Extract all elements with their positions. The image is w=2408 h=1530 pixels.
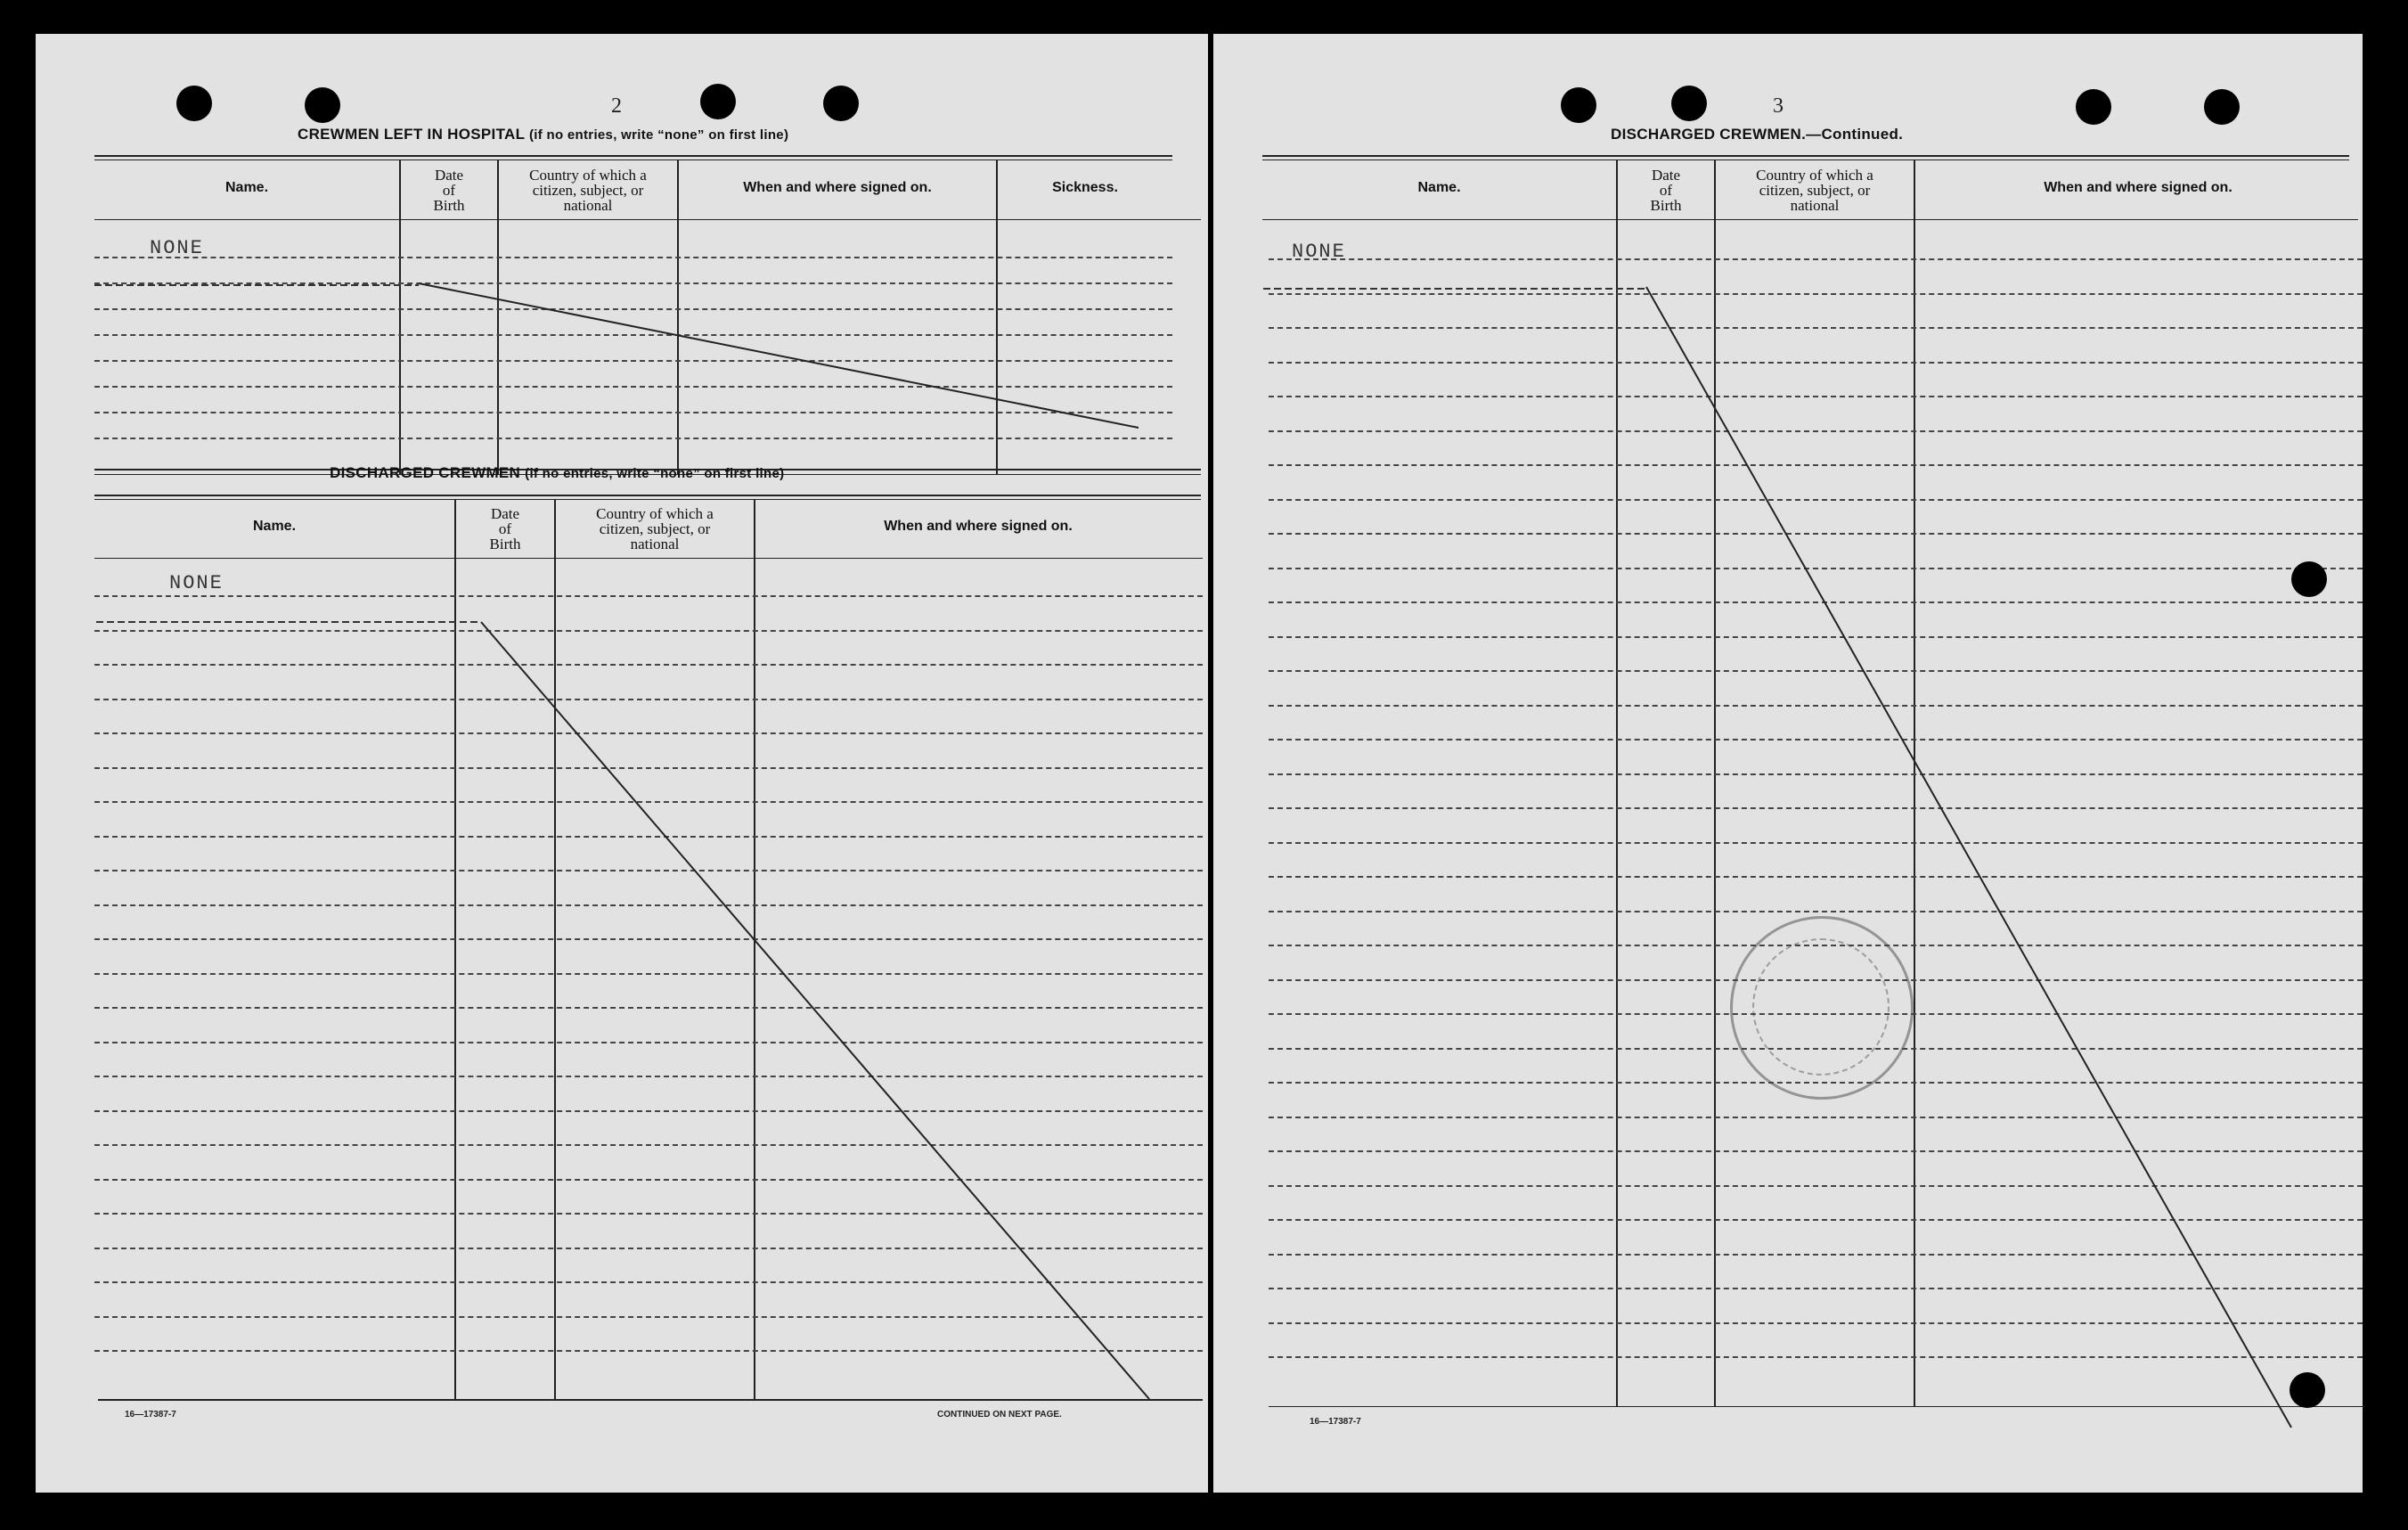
hospital-heading-title: CREWMEN LEFT IN HOSPITAL [298, 126, 525, 143]
column-header: Sickness. [1052, 180, 1118, 195]
column-header: When and where signed on. [743, 180, 932, 195]
discharged-heading-title: DISCHARGED CREWMEN [330, 464, 521, 481]
hospital-heading-note: (if no entries, write “none” on first line) [528, 127, 789, 143]
column-header: When and where signed on. [2044, 180, 2233, 195]
column-header: Country of which a citizen, subject, or national [529, 167, 647, 214]
page-number: 3 [1773, 94, 1784, 118]
column-header: Country of which a citizen, subject, or national [1756, 167, 1873, 214]
column-header: Name. [1417, 180, 1461, 195]
discharged-heading-note: (if no entries, write “none” on first line) [525, 466, 785, 481]
column-header: Date of Birth [1650, 167, 1682, 214]
continued-note: CONTINUED ON NEXT PAGE. [937, 1410, 1062, 1420]
column-header: Country of which a citizen, subject, or national [596, 505, 714, 552]
hospital-strike-diagonal [419, 283, 1139, 428]
right-entry-none: NONE [1292, 241, 1346, 263]
column-header: When and where signed on. [884, 519, 1073, 534]
discharged-strike-diagonal [481, 622, 1149, 1399]
column-header: Date of Birth [489, 505, 521, 552]
column-header: Name. [252, 519, 297, 534]
discharged-entry-none: NONE [169, 572, 224, 594]
hospital-entry-none: NONE [150, 237, 204, 259]
page-number: 2 [611, 94, 622, 118]
column-header: Date of Birth [433, 167, 465, 214]
discharged-continued-heading: DISCHARGED CREWMEN.—Continued. [1611, 126, 1904, 143]
form-number: 16—17387-7 [125, 1410, 176, 1420]
right-strike-diagonal [1646, 287, 2291, 1428]
form-number: 16—17387-7 [1310, 1417, 1361, 1427]
column-header: Name. [224, 180, 269, 195]
